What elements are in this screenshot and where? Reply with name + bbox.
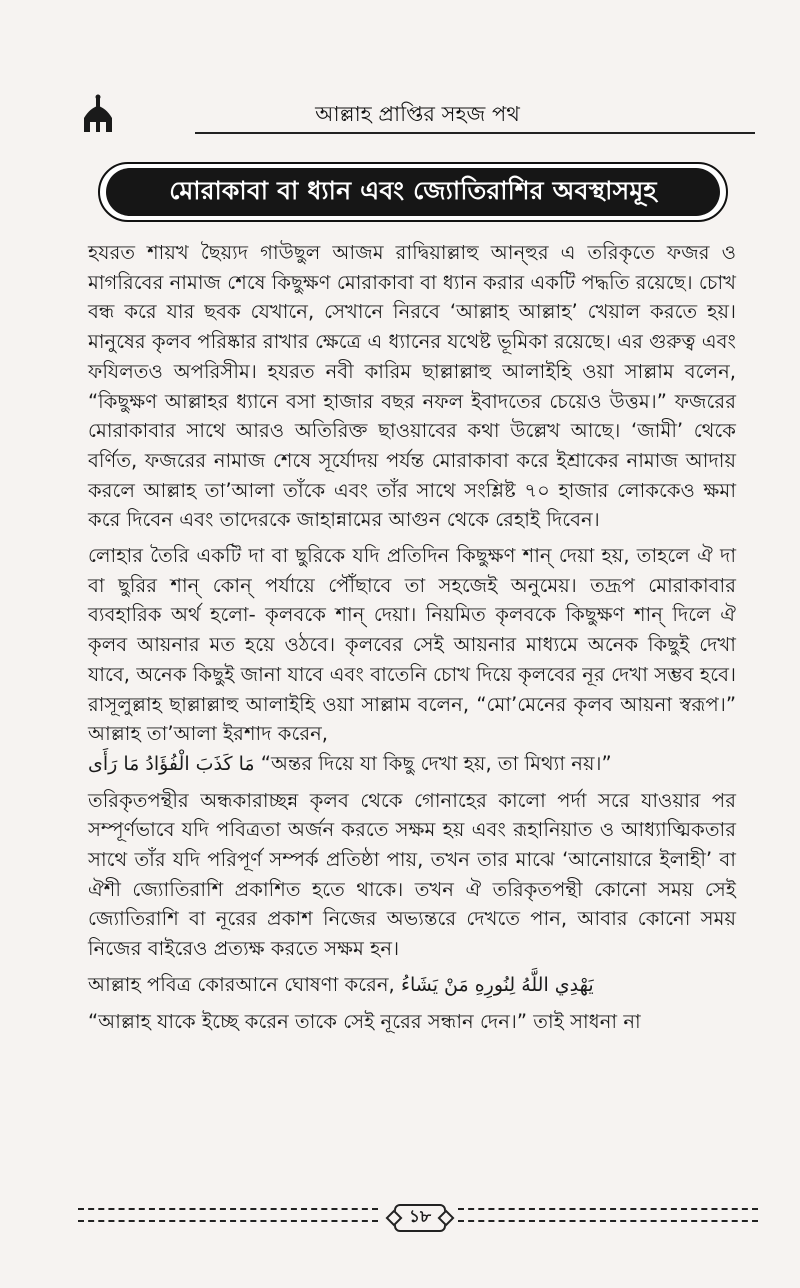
paragraph-4: [88, 970, 736, 1001]
section-heading: মোরাকাবা বা ধ্যান এবং জ্যোতিরাশির অবস্থাসমূহ: [169, 175, 657, 205]
footer-dash-line: [458, 1220, 758, 1222]
quran-verse-arabic-2: يَهْدِي اللَّهُ لِنُورِهِ مَنْ يَشَاءُ: [401, 973, 594, 996]
running-header-title: আল্লাহ প্রাপ্তির সহজ পথ: [315, 102, 520, 126]
paragraph-5: “আল্লাহ যাকে ইচ্ছে করেন তাকে সেই নূরের সন্ধান দেন।” তাই সাধনা না: [88, 1009, 641, 1033]
quran-verse-arabic-1: مَا كَذَبَ الْفُؤَادُ مَا رَأَى: [88, 752, 255, 775]
footer-dash-line: [78, 1220, 378, 1222]
paragraph-4-text: আল্লাহ পবিত্র কোরআনে ঘোষণা করেন,: [88, 972, 395, 996]
paragraph-3: তরিকৃতপন্থীর অন্ধকারাচ্ছন্ন কৃলব থেকে গোনাহের কালো পর্দা সরে যাওয়ার পর সম্পূর্ণভাবে যদি পবিত্রতা অর্জন করতে সক্ষম হয় এবং রূহানিয়াত ও আধ্যাত্মিকতার সাথে তাঁর যদি পরিপূর্ণ সম্পর্ক প্রতিষ্ঠা পায়, তখন তার মাঝে ‘আনোয়ারে ইলাহী’ বা ঐশী জ্যোতিরাশি প্রকাশিত হতে থাকে। তখন ঐ তরিকৃতপন্থী কোনো সময় সেই জ্যোতিরাশি বা নূরের প্রকাশ নিজের অভ্যন্তরে দেখতে পান, আবার কোনো সময় নিজের বাইরেও প্রত্যক্ষ করতে সক্ষম হন।: [88, 788, 736, 961]
page-number: ১৮: [394, 1204, 446, 1232]
page-header: [80, 92, 755, 136]
body-text: [88, 238, 736, 1042]
page-footer: [78, 1202, 758, 1230]
section-banner: [98, 162, 728, 222]
quran-verse-translation-1: “অন্তর দিয়ে যা কিছু দেখা হয়, তা মিথ্যা নয়।”: [260, 751, 612, 775]
banner-fill: [106, 168, 720, 216]
footer-dash-line: [78, 1208, 378, 1210]
paragraph-2-text: লোহার তৈরি একটি দা বা ছুরিকে যদি প্রতিদিন কিছুক্ষণ শান্ দেয়া হয়, তাহলে ঐ দা বা ছুরির শান্ কোন্ পর্যায়ে পৌঁছাবে তা সহজেই অনুমেয়। তদ্রূপ মোরাকাবার ব্যবহারিক অর্থ হলো- কৃলবকে শান্ দেয়া। নিয়মিত কৃলবকে কিছুক্ষণ শান্ দিলে ঐ কৃলব আয়নার মত হয়ে ওঠবে। কৃলবের সেই আয়নার মাধ্যমে অনেক কিছুই দেখা যাবে, অনেক কিছুই জানা যাবে এবং বাতেনি চোখ দিয়ে কৃলবের নূর দেখা সম্ভব হবে। রাসূলুল্লাহ ছাল্লাল্লাহু আলাইহি ওয়া সাল্লাম বলেন, “মো’মেনের কৃলব আয়না স্বরূপ।” আল্লাহ তা’আলা ইরশাদ করেন,: [88, 544, 736, 746]
paragraph-1: হযরত শায়খ ছৈয়্যদ গাউছুল আজম রাদ্বিয়াল্লাহু আন্হুর এ তরিকৃতে ফজর ও মাগরিবের নামাজ শেষে কিছুক্ষণ মোরাকাবা বা ধ্যান করার একটি পদ্ধতি রয়েছে। চোখ বন্ধ করে যার ছবক যেখানে, সেখানে নিরবে ‘আল্লাহ আল্লাহ’ খেয়াল করতে হয়। মানুষের কৃলব পরিষ্কার রাখার ক্ষেত্রে এ ধ্যানের যথেষ্ট ভূমিকা রয়েছে। এর গুরুত্ব এবং ফযিলতও অপরিসীম। হযরত নবী কারিম ছাল্লাল্লাহু আলাইহি ওয়া সাল্লাম বলেন, “কিছুক্ষণ আল্লাহর ধ্যানে বসা হাজার বছর নফল ইবাদতের চেয়েও উত্তম।” ফজরের মোরাকাবার সাথে আরও অতিরিক্ত ছাওয়াবের কথা উল্লেখ আছে। ‘জামী’ থেকে বর্ণিত, ফজরের নামাজ শেষে সূর্যোদয় পর্যন্ত মোরাকাবা করে ইশ্রাকের নামাজ আদায় করলে আল্লাহ তা’আলা তাঁকে এবং তাঁর সাথে সংশ্লিষ্ট ৭০ হাজার লোককেও ক্ষমা করে দিবেন এবং তাদেরকে জাহান্নামের আগুন থেকে রেহাই দিবেন।: [88, 241, 736, 532]
footer-dash-line: [458, 1208, 758, 1210]
header-rule: [195, 132, 755, 134]
paragraph-2: [88, 541, 736, 780]
